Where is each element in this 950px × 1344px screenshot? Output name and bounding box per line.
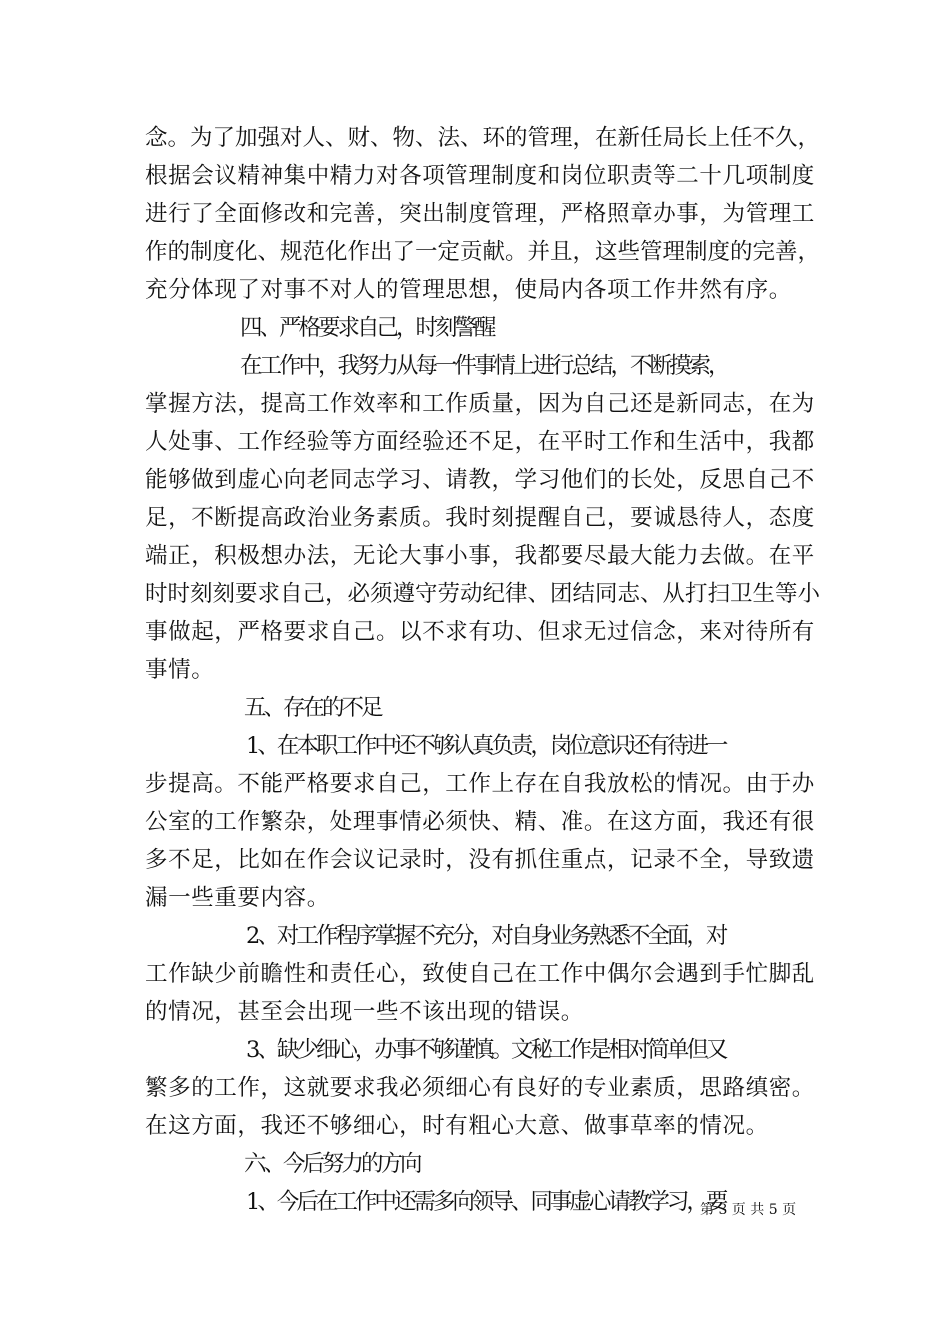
text-line: 事情。 — [145, 657, 215, 683]
text-line: 人处事、工作经验等方面经验还不足，在平时工作和生活中，我都 — [145, 429, 815, 455]
text-line: 3、缺少细心，办事不够谨慎。文秘工作是相对简单但又 — [246, 1037, 726, 1063]
text-line: 在这方面，我还不够细心，时有粗心大意、做事草率的情况。 — [145, 1113, 769, 1139]
page-number: 第 3 页 共 5 页 — [700, 1202, 797, 1218]
text-line: 1、今后在工作中还需多向领导、同事虚心请教学习，要 — [246, 1189, 726, 1215]
text-line: 作的制度化、规范化作出了一定贡献。并且，这些管理制度的完善， — [145, 239, 821, 265]
text-line: 足，不断提高政治业务素质。我时刻提醒自己，要诚恳待人，态度 — [145, 505, 815, 531]
section-heading: 四、严格要求自己，时刻警醒 — [240, 315, 494, 341]
section-heading: 六、今后努力的方向 — [244, 1151, 420, 1177]
text-line: 掌握方法，提高工作效率和工作质量，因为自己还是新同志，在为 — [145, 391, 815, 417]
text-line: 步提高。不能严格要求自己，工作上存在自我放松的情况。由于办 — [145, 771, 815, 797]
text-line: 时时刻刻要求自己，必须遵守劳动纪律、团结同志、从打扫卫生等小 — [145, 581, 821, 607]
text-line: 在工作中，我努力从每一件事情上进行总结，不断摸索， — [240, 353, 728, 379]
text-line: 根据会议精神集中精力对各项管理制度和岗位职责等二十几项制度 — [145, 163, 815, 189]
text-line: 2、对工作程序掌握不充分，对自身业务熟悉不全面，对 — [246, 923, 726, 949]
text-line: 多不足，比如在作会议记录时，没有抓住重点，记录不全，导致遗 — [145, 847, 815, 873]
text-line: 工作缺少前瞻性和责任心，致使自己在工作中偶尔会遇到手忙脚乱 — [145, 961, 815, 987]
text-line: 漏一些重要内容。 — [145, 885, 330, 911]
text-line: 公室的工作繁杂，处理事情必须快、精、准。在这方面，我还有很 — [145, 809, 815, 835]
section-heading: 五、存在的不足 — [244, 695, 381, 721]
text-line: 繁多的工作，这就要求我必须细心有良好的专业素质，思路缜密。 — [145, 1075, 815, 1101]
text-line: 进行了全面修改和完善，突出制度管理，严格照章办事，为管理工 — [145, 201, 815, 227]
text-line: 1、在本职工作中还不够认真负责，岗位意识还有待进一 — [246, 733, 726, 759]
text-line: 事做起，严格要求自己。以不求有功、但求无过信念，来对待所有 — [145, 619, 815, 645]
text-line: 端正，积极想办法，无论大事小事，我都要尽最大能力去做。在平 — [145, 543, 815, 569]
text-line: 念。为了加强对人、财、物、法、环的管理，在新任局长上任不久， — [145, 125, 821, 151]
text-line: 的情况，甚至会出现一些不该出现的错误。 — [145, 999, 584, 1025]
text-line: 能够做到虚心向老同志学习、请教，学习他们的长处，反思自己不 — [145, 467, 815, 493]
text-line: 充分体现了对事不对人的管理思想，使局内各项工作井然有序。 — [145, 277, 792, 303]
